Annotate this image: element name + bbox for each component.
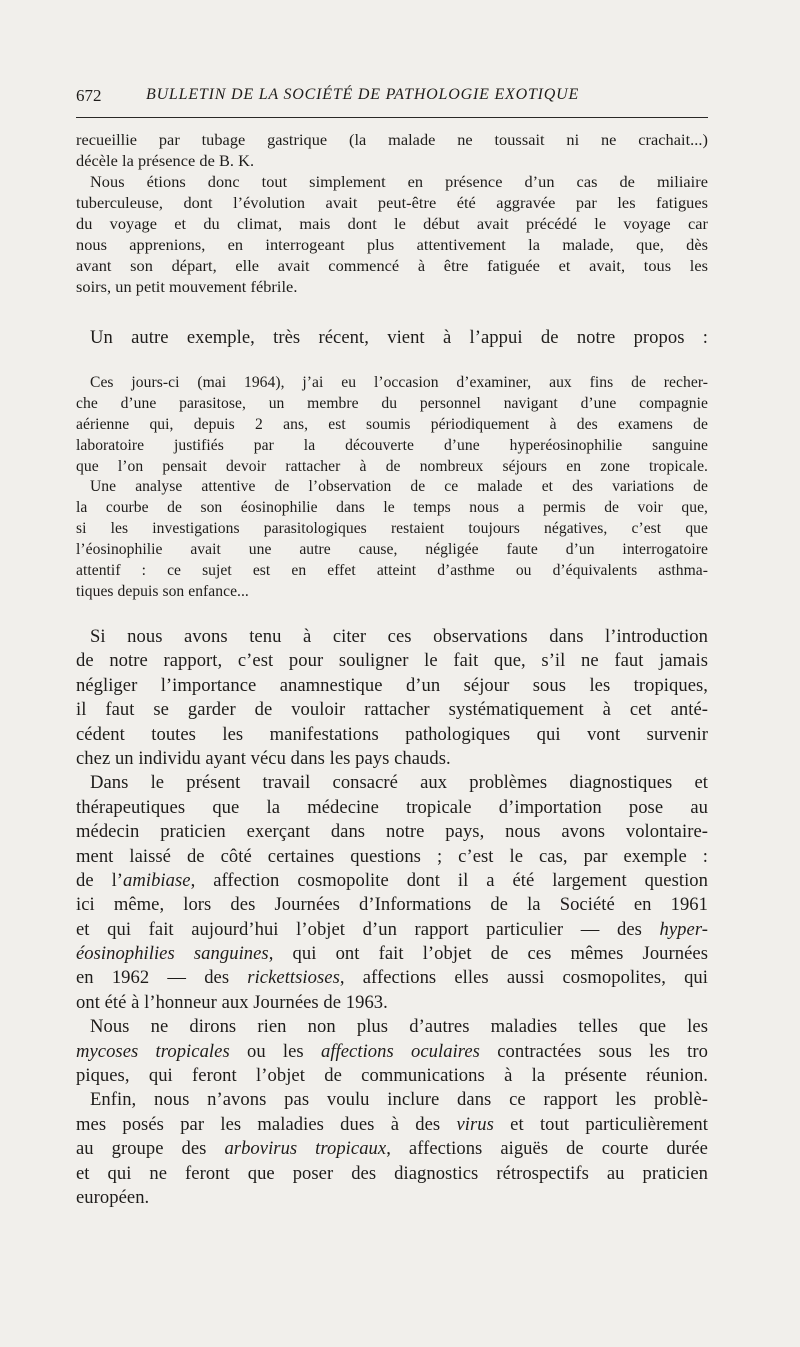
text-run: et tout particulièrement xyxy=(493,1113,708,1135)
italic-term-virus: virus xyxy=(456,1113,494,1135)
text-run: contractées sous les tro xyxy=(479,1040,708,1062)
paragraph-introduction xyxy=(76,625,708,1210)
text-line xyxy=(76,918,708,942)
text-line xyxy=(76,1040,708,1064)
text-line: cédent toutes les manifestations pathologiques qui vont survenir xyxy=(76,723,708,745)
text-line: nous apprenions, en interrogeant plus attentivement la malade, que, dès xyxy=(76,235,708,254)
text-run: en 1962 — des xyxy=(76,967,248,989)
text-run: , affection cosmopolite dont il a été largement question xyxy=(190,869,708,891)
text-line: thérapeutiques que la médecine tropicale d’importation pose au xyxy=(76,796,708,818)
text-line: recueillie par tubage gastrique (la malade ne toussait ni ne crachait...) xyxy=(76,130,708,149)
text-run: , affections elles aussi cosmopolites, qui xyxy=(339,967,708,989)
text-line: de notre rapport, c’est pour souligner le fait que, s’il ne faut jamais xyxy=(76,650,708,672)
text-line: chez un individu ayant vécu dans les pays chauds. xyxy=(76,747,451,769)
paragraph-observation xyxy=(76,373,708,603)
text-line: Enfin, nous n’avons pas voulu inclure dans ce rapport les problè- xyxy=(90,1089,708,1111)
text-line: négliger l’importance anamnestique d’un séjour sous les tropiques, xyxy=(76,674,708,696)
page-number: 672 xyxy=(76,86,102,105)
italic-term-affections-oculaires: affections oculaires xyxy=(320,1040,480,1062)
text-line: et qui ne feront que poser des diagnostics rétrospectifs au praticien xyxy=(76,1162,708,1184)
text-run: au groupe des xyxy=(76,1138,225,1160)
journal-title: BULLETIN DE LA SOCIÉTÉ DE PATHOLOGIE EXOTIQUE xyxy=(146,86,580,103)
italic-term-arbovirus: arbovirus tropicaux xyxy=(224,1138,387,1160)
text-line: l’éosinophilie avait une autre cause, négligée faute d’un interrogatoire xyxy=(76,541,708,559)
text-line: Nous étions donc tout simplement en présence d’un cas de miliaire xyxy=(90,172,708,191)
text-line xyxy=(76,942,708,966)
header-rule xyxy=(76,117,708,118)
italic-term-eosinophilies: éosinophilies sanguines xyxy=(76,943,269,965)
text-line: attentif : ce sujet est en effet atteint d’asthme ou d’équivalents asthma- xyxy=(76,562,708,580)
text-line: européen. xyxy=(76,1186,150,1208)
text-line: soirs, un petit mouvement fébrile. xyxy=(76,277,298,296)
italic-term-rickettsioses: rickettsioses xyxy=(247,967,340,989)
italic-term-mycoses: mycoses tropicales xyxy=(76,1040,230,1062)
text-line: Une analyse attentive de l’observation de ce malade et des variations de xyxy=(90,478,708,496)
text-line xyxy=(76,869,708,893)
italic-term-hyper: hyper- xyxy=(659,918,708,940)
text-line: décèle la présence de B. K. xyxy=(76,151,255,170)
text-line: du voyage et du climat, mais dont le début avait précédé le voyage car xyxy=(76,214,708,233)
text-run: , qui ont fait l’objet de ces mêmes Journées xyxy=(268,943,708,965)
text-line: laboratoire justifiés par la découverte d’une hyperéosinophilie sanguine xyxy=(76,436,708,454)
text-line: che d’une parasitose, un membre du personnel navigant d’une compagnie xyxy=(76,394,708,412)
text-line: Ces jours-ci (mai 1964), j’ai eu l’occasion d’examiner, aux fins de recher- xyxy=(90,374,708,391)
text-run: ou les xyxy=(229,1040,321,1062)
text-line: ment laissé de côté certaines questions ; c’est le cas, par exemple : xyxy=(76,845,708,867)
text-line: médecin praticien exerçant dans notre pays, nous avons volontaire- xyxy=(76,821,708,843)
text-line: ont été à l’honneur aux Journées de 1963. xyxy=(76,991,388,1013)
text-run: , affections aiguës de courte durée xyxy=(386,1138,708,1160)
text-line: avant son départ, elle avait commencé à être fatiguée et avait, tous les xyxy=(76,256,708,275)
text-line xyxy=(76,1113,708,1137)
text-line xyxy=(76,1137,708,1161)
text-line xyxy=(76,966,708,990)
text-line: aérienne qui, depuis 2 ans, est soumis périodiquement à des examens de xyxy=(76,415,708,433)
text-line: que l’on pensait devoir rattacher à de nombreux séjours en zone tropicale. xyxy=(76,457,708,475)
paragraph-autre-exemple xyxy=(76,326,708,350)
text-line: Un autre exemple, très récent, vient à l’appui de notre propos : xyxy=(90,327,708,348)
text-run: et qui fait aujourd’hui l’objet d’un rapport particulier — des xyxy=(76,918,660,940)
text-line: tuberculeuse, dont l’évolution avait peut-être été aggravée par les fatigues xyxy=(76,193,708,212)
text-line: Dans le présent travail consacré aux problèmes diagnostiques et xyxy=(90,772,708,794)
text-line: tiques depuis son enfance... xyxy=(76,582,249,600)
text-run: de l’ xyxy=(76,869,124,891)
text-line: piques, qui feront l’objet de communications à la présente réunion. xyxy=(76,1065,708,1087)
text-run: mes posés par les maladies dues à des xyxy=(76,1113,457,1135)
text-line: ici même, lors des Journées d’Informations de la Société en 1961 xyxy=(76,894,708,916)
paragraph-miliaire xyxy=(76,129,708,297)
text-line: Si nous avons tenu à citer ces observations dans l’introduction xyxy=(90,626,708,647)
text-line: si les investigations parasitologiques restaient toujours négatives, c’est que xyxy=(76,520,708,538)
text-line: Nous ne dirons rien non plus d’autres maladies telles que les xyxy=(90,1016,708,1038)
running-header xyxy=(76,86,708,112)
text-line: il faut se garder de vouloir rattacher systématiquement à cet anté- xyxy=(76,699,708,721)
italic-term-amibiase: amibiase xyxy=(123,869,191,891)
text-line: la courbe de son éosinophilie dans le temps nous a permis de voir que, xyxy=(76,499,708,517)
